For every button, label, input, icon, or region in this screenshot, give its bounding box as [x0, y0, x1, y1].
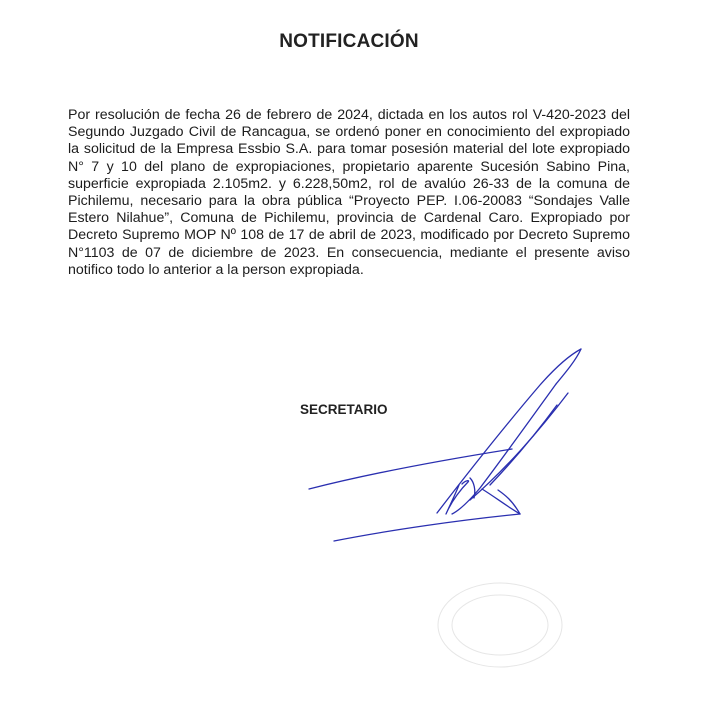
document-title: NOTIFICACIÓN [279, 31, 419, 52]
notification-body: Por resolución de fecha 26 de febrero de 2024, dictada en los autos rol V-420-2023 del Segundo Juzgado Civil de Rancagua, se ordenó poner en conocimiento del expropiado la solicitud de la Empresa Essbio S.A. para tomar posesión material del lote expropiado N° 7 y 10 del plano de expropiaciones, propietario aparente Sucesión Sabino Pina, superficie expropiada 2.105m2. y 6.228,50m2, rol de avalúo 26-33 de la comuna de Pichilemu, necesario para la obra pública “Proyecto PEP. I.06-20083 “Sondajes Valle Estero Nilahue”, Comuna de Pichilemu, provincia de Cardenal Caro. Expropiado por Decreto Supremo MOP Nº 108 de 17 de abril de 2023, modificado por Decreto Supremo N°1103 de 07 de diciembre de 2023. En consecuencia, mediante el presente aviso notifico todo lo anterior a la person expropiada. [68, 107, 630, 278]
signer-label: SECRETARIO [300, 402, 388, 417]
faded-stamp [420, 570, 570, 680]
